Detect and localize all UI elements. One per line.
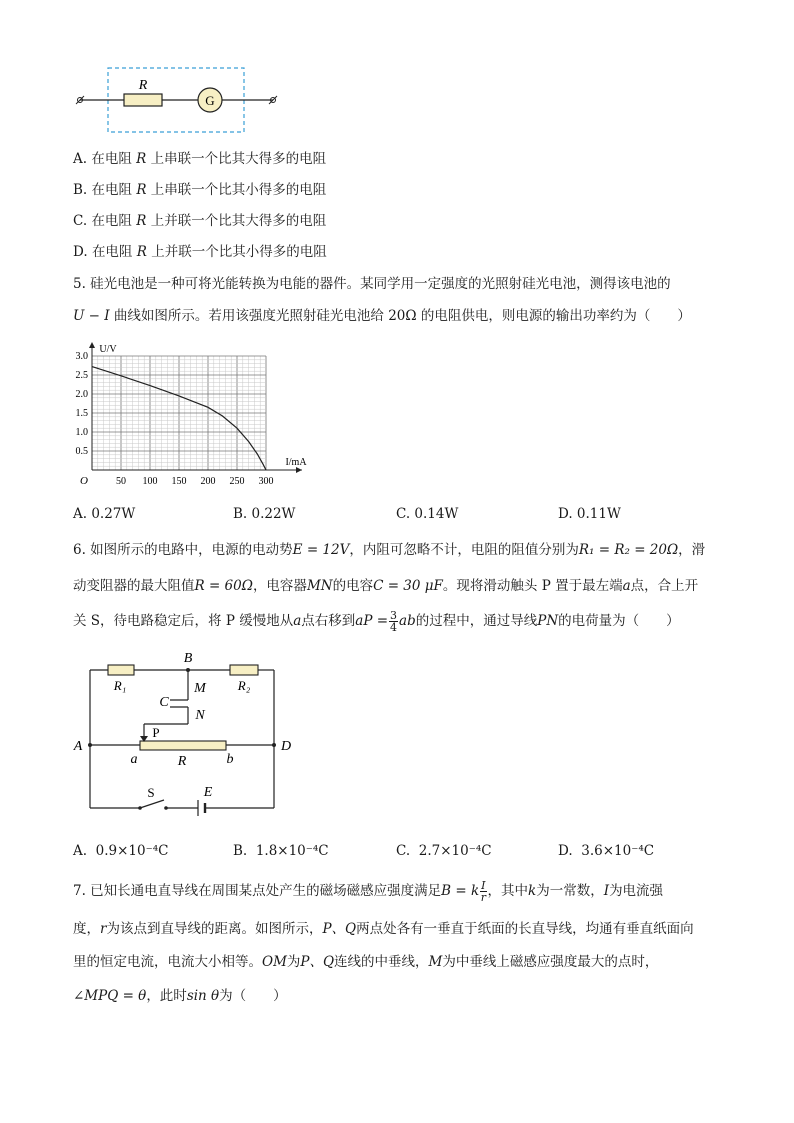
y-tick-label: 2.5 bbox=[75, 370, 88, 381]
q4-option-d[interactable]: D. 在电阻 R 上并联一个比其小得多的电阻 bbox=[73, 244, 327, 260]
node-d bbox=[272, 743, 276, 747]
q6-option-c[interactable]: C. 2.7×10⁻⁴C bbox=[396, 843, 492, 859]
label-r: R bbox=[177, 754, 187, 769]
y-tick-label: 3.0 bbox=[75, 351, 88, 362]
chart-tick-labels bbox=[76, 344, 308, 487]
node-a bbox=[88, 743, 92, 747]
label-e: E bbox=[203, 785, 213, 800]
resistor-r2 bbox=[230, 665, 258, 675]
q4-option-b[interactable]: B. 在电阻 R 上串联一个比其小得多的电阻 bbox=[73, 182, 327, 198]
origin-label: O bbox=[80, 475, 88, 487]
circuit-diagram bbox=[68, 648, 308, 818]
meter-label: G bbox=[205, 93, 215, 108]
fraction-3-4: $\frac{3}{4}$ bbox=[390, 609, 398, 634]
q7-stem-line1: 7. 已知长通电直导线在周围某点处产生的磁场磁感应强度满足B = k $\frac{I}{r}$ ，其中k为一常数，I为电流强 bbox=[73, 879, 664, 904]
q5-option-a[interactable]: A. 0.27W bbox=[73, 506, 136, 522]
label-r1: R₁ bbox=[113, 678, 127, 693]
q6-stem-line2: 动变阻器的最大阻值R = 60Ω，电容器MN的电容C = 30 μF。现将滑动触头 P 置于最左端a点，合上开 bbox=[73, 578, 699, 594]
x-tick-label: 200 bbox=[200, 476, 216, 487]
q4-option-a[interactable]: A. 在电阻 R 上串联一个比其大得多的电阻 bbox=[73, 151, 327, 167]
rheostat-r bbox=[140, 741, 226, 750]
q5-stem-line2: U − I 曲线如图所示。若用该强度光照射硅光电池给 20Ω 的电阻供电，则电源的输出功率约为（ ） bbox=[73, 308, 691, 324]
q7-stem-line3: 里的恒定电流，电流大小相等。OM为P、Q连线的中垂线，M为中垂线上磁感应强度最大的点时， bbox=[73, 954, 659, 970]
y-axis-arrow bbox=[89, 342, 95, 348]
q6-stem-line1: 6. 如图所示的电路中，电源的电动势E = 12V，内阻可忽略不计，电阻的阻值分别为R₁ = R₂ = 20Ω，滑 bbox=[73, 542, 706, 558]
q5-option-d[interactable]: D. 0.11W bbox=[558, 506, 621, 522]
label-s: S bbox=[147, 785, 155, 800]
label-a-node: A bbox=[73, 739, 83, 754]
q5-stem-line1: 5. 硅光电池是一种可将光能转换为电能的器件。某同学用一定强度的光照射硅光电池，测得该电池的 bbox=[73, 276, 671, 292]
q6-option-d[interactable]: D. 3.6×10⁻⁴C bbox=[558, 843, 655, 859]
label-n: N bbox=[195, 708, 205, 723]
x-axis-label: I/mA bbox=[285, 457, 307, 468]
x-tick-label: 150 bbox=[171, 476, 187, 487]
resistor-label: R bbox=[138, 78, 148, 93]
q5-option-c[interactable]: C. 0.14W bbox=[396, 506, 459, 522]
q7-stem-line2: 度，r为该点到直导线的距离。如图所示，P、Q两点处各有一垂直于纸面的长直导线，均通有垂直纸面向 bbox=[73, 921, 694, 937]
label-p: P bbox=[152, 725, 160, 740]
node-b bbox=[186, 668, 190, 672]
x-tick-label: 300 bbox=[258, 476, 274, 487]
y-axis-label: U/V bbox=[99, 344, 117, 355]
y-tick-label: 0.5 bbox=[75, 446, 88, 457]
label-b-end: b bbox=[226, 752, 234, 767]
galvanometer-figure bbox=[70, 62, 290, 138]
y-tick-label: 1.0 bbox=[75, 427, 88, 438]
label-c: C bbox=[159, 695, 169, 710]
y-tick-label: 1.5 bbox=[75, 408, 88, 419]
u-i-chart bbox=[66, 334, 316, 492]
chart-grid bbox=[92, 356, 266, 470]
q7-stem-line4: ∠MPQ = θ，此时sin θ为（ ） bbox=[73, 988, 287, 1004]
q6-stem-line3: 关 S，待电路稳定后，将 P 缓慢地从a点右移到aP = $\frac{3}{4}$ ab的过程中，通过导线PN的电荷量为（ ） bbox=[73, 609, 680, 634]
x-tick-label: 250 bbox=[229, 476, 245, 487]
q4-option-c[interactable]: C. 在电阻 R 上并联一个比其大得多的电阻 bbox=[73, 213, 327, 229]
y-tick-label: 2.0 bbox=[75, 389, 88, 400]
x-tick-label: 100 bbox=[142, 476, 158, 487]
label-a-end: a bbox=[130, 752, 138, 767]
label-r2: R₂ bbox=[237, 678, 251, 693]
fraction-i-r: $\frac{I}{r}$ bbox=[480, 879, 486, 904]
label-d-node: D bbox=[280, 739, 292, 754]
label-b: B bbox=[183, 651, 193, 666]
q6-option-b[interactable]: B. 1.8×10⁻⁴C bbox=[233, 843, 329, 859]
q5-option-b[interactable]: B. 0.22W bbox=[233, 506, 296, 522]
resistor-r1 bbox=[108, 665, 134, 675]
switch-s bbox=[140, 800, 164, 808]
resistor-r bbox=[124, 94, 162, 106]
label-m: M bbox=[194, 681, 206, 696]
q6-option-a[interactable]: A. 0.9×10⁻⁴C bbox=[73, 843, 169, 859]
switch-contact bbox=[164, 806, 168, 810]
x-tick-label: 50 bbox=[116, 476, 126, 487]
